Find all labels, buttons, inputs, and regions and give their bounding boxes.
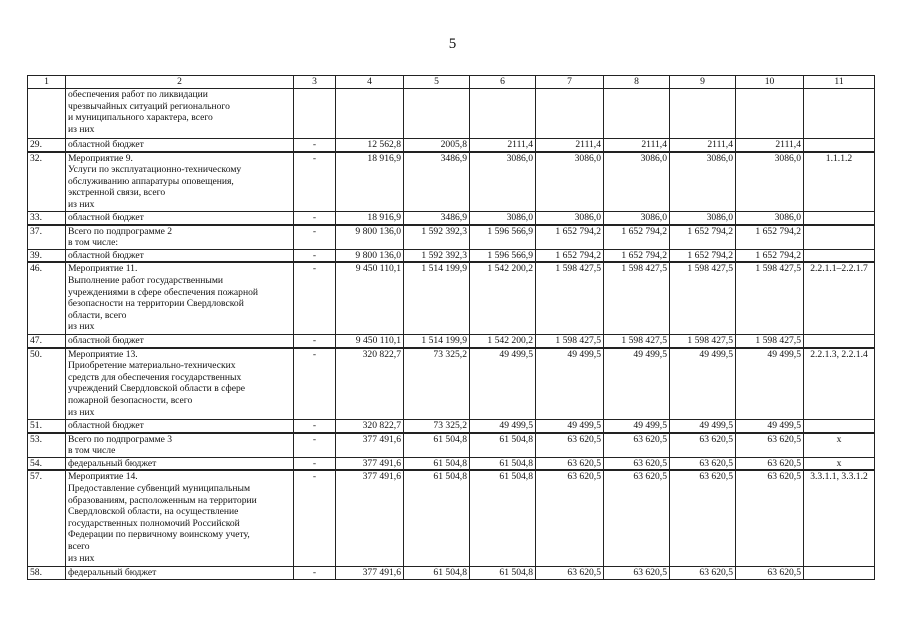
description-line: средств для обеспечения государственных <box>68 371 242 383</box>
column-3-cell: - <box>294 348 336 420</box>
value-cell: 377 491,6 <box>336 457 404 470</box>
row-number-cell: 33. <box>28 212 66 225</box>
row-number-cell: 51. <box>28 420 66 433</box>
value-cell: 49 499,5 <box>604 348 670 420</box>
header-cell: 7 <box>536 76 604 89</box>
column-3-cell: - <box>294 457 336 470</box>
description-line: и муниципального характера, всего <box>68 112 213 124</box>
target-indicator-cell: 1.1.1.2 <box>804 152 875 212</box>
value-cell: 2005,8 <box>404 139 470 152</box>
value-cell: 1 598 427,5 <box>670 334 736 347</box>
value-cell: 61 504,8 <box>404 457 470 470</box>
value-cell: 1 652 794,2 <box>604 225 670 250</box>
table-row <box>28 566 875 579</box>
value-cell: 9 800 136,0 <box>336 249 404 262</box>
value-cell: 1 514 199,9 <box>404 334 470 347</box>
page-number: 5 <box>448 36 457 52</box>
value-cell: 1 598 427,5 <box>536 334 604 347</box>
value-cell: 61 504,8 <box>404 433 470 458</box>
description-line: из них <box>68 406 95 418</box>
description-cell <box>66 433 294 458</box>
description-line: в том числе <box>68 445 116 457</box>
value-cell: 2111,4 <box>604 139 670 152</box>
description-line: Приобретение материально-технических <box>68 360 236 372</box>
value-cell: 63 620,5 <box>670 470 736 566</box>
description-line: федеральный бюджет <box>68 457 157 469</box>
header-cell: 2 <box>66 76 294 89</box>
description-line: учреждений Свердловской области в сфере <box>68 383 246 395</box>
table-row <box>28 89 875 139</box>
column-3-cell: - <box>294 433 336 458</box>
value-cell: 1 592 392,3 <box>404 249 470 262</box>
table-row <box>28 139 875 152</box>
target-indicator-cell: 3.3.1.1, 3.3.1.2 <box>804 470 875 566</box>
description-line: учреждениями в сфере обеспечения пожарной <box>68 286 259 298</box>
description-line: в том числе: <box>68 237 119 249</box>
target-indicator-cell <box>804 212 875 225</box>
value-cell: 3086,0 <box>536 212 604 225</box>
value-cell: 18 916,9 <box>336 212 404 225</box>
value-cell: 12 562,8 <box>336 139 404 152</box>
header-cell: 8 <box>604 76 670 89</box>
header-cell: 11 <box>804 76 875 89</box>
column-3-cell: - <box>294 212 336 225</box>
target-indicator-cell <box>804 139 875 152</box>
value-cell: 63 620,5 <box>736 433 804 458</box>
target-indicator-cell <box>804 249 875 262</box>
value-cell: 3086,0 <box>470 152 536 212</box>
description-line: областной бюджет <box>68 420 144 432</box>
value-cell: 63 620,5 <box>604 457 670 470</box>
table-row <box>28 348 875 420</box>
row-number-cell: 58. <box>28 566 66 579</box>
value-cell: 320 822,7 <box>336 420 404 433</box>
table-row <box>28 457 875 470</box>
row-number-cell: 47. <box>28 334 66 347</box>
description-line: чрезвычайных ситуаций регионального <box>68 100 230 112</box>
value-cell: 49 499,5 <box>536 348 604 420</box>
description-line: федеральный бюджет <box>68 566 157 578</box>
description-line: Мероприятие 9. <box>68 152 133 164</box>
value-cell: 3086,0 <box>670 212 736 225</box>
description-line: Свердловской области, на осуществление <box>68 506 239 518</box>
row-number-cell: 32. <box>28 152 66 212</box>
description-line: пожарной безопасности, всего <box>68 394 193 406</box>
value-cell: 1 542 200,2 <box>470 334 536 347</box>
value-cell: 2111,4 <box>736 139 804 152</box>
value-cell: 377 491,6 <box>336 433 404 458</box>
table-row <box>28 334 875 347</box>
value-cell: 63 620,5 <box>536 457 604 470</box>
value-cell: 1 598 427,5 <box>604 262 670 334</box>
value-cell: 3486,9 <box>404 152 470 212</box>
description-cell <box>66 152 294 212</box>
column-3-cell: - <box>294 139 336 152</box>
value-cell: 61 504,8 <box>404 566 470 579</box>
value-cell: 63 620,5 <box>604 470 670 566</box>
description-line: из них <box>68 198 95 210</box>
row-number-cell: 46. <box>28 262 66 334</box>
table-row <box>28 249 875 262</box>
description-cell <box>66 139 294 152</box>
value-cell: 73 325,2 <box>404 420 470 433</box>
description-cell <box>66 225 294 250</box>
row-number-cell: 29. <box>28 139 66 152</box>
column-3-cell: - <box>294 225 336 250</box>
header-cell: 6 <box>470 76 536 89</box>
row-number-cell: 39. <box>28 249 66 262</box>
value-cell: 1 652 794,2 <box>670 225 736 250</box>
value-cell: 3086,0 <box>604 152 670 212</box>
value-cell: 61 504,8 <box>470 470 536 566</box>
description-line: из них <box>68 123 95 135</box>
description-cell <box>66 212 294 225</box>
description-line: Выполнение работ государственными <box>68 275 224 287</box>
description-line: области, всего <box>68 309 127 321</box>
value-cell: 3086,0 <box>670 152 736 212</box>
column-3-cell: - <box>294 262 336 334</box>
description-line: областной бюджет <box>68 212 144 224</box>
target-indicator-cell: x <box>804 457 875 470</box>
column-3-cell <box>294 89 336 139</box>
description-cell <box>66 348 294 420</box>
value-cell: 18 916,9 <box>336 152 404 212</box>
target-indicator-cell: 2.2.1.1–2.2.1.7 <box>804 262 875 334</box>
value-cell: 49 499,5 <box>536 420 604 433</box>
value-cell: 49 499,5 <box>736 420 804 433</box>
column-3-cell: - <box>294 152 336 212</box>
description-cell <box>66 470 294 566</box>
row-number-cell: 37. <box>28 225 66 250</box>
value-cell: 63 620,5 <box>670 457 736 470</box>
value-cell <box>670 89 736 139</box>
target-indicator-cell <box>804 566 875 579</box>
value-cell: 63 620,5 <box>670 433 736 458</box>
value-cell: 1 596 566,9 <box>470 225 536 250</box>
target-indicator-cell <box>804 89 875 139</box>
value-cell: 63 620,5 <box>536 566 604 579</box>
value-cell: 1 596 566,9 <box>470 249 536 262</box>
value-cell <box>336 89 404 139</box>
description-line: государственных полномочий Российской <box>68 517 240 529</box>
budget-table <box>27 75 875 580</box>
description-line: всего <box>68 541 90 552</box>
table-body <box>28 76 875 580</box>
value-cell: 61 504,8 <box>470 433 536 458</box>
value-cell: 73 325,2 <box>404 348 470 420</box>
value-cell: 63 620,5 <box>736 566 804 579</box>
value-cell: 61 504,8 <box>470 566 536 579</box>
column-3-cell: - <box>294 420 336 433</box>
header-cell: 10 <box>736 76 804 89</box>
value-cell: 63 620,5 <box>604 433 670 458</box>
value-cell: 1 514 199,9 <box>404 262 470 334</box>
description-line: Услуги по эксплуатационно-техническому <box>68 164 242 176</box>
description-cell <box>66 420 294 433</box>
value-cell: 1 652 794,2 <box>536 249 604 262</box>
value-cell: 49 499,5 <box>670 420 736 433</box>
header-cell: 9 <box>670 76 736 89</box>
column-3-cell: - <box>294 470 336 566</box>
value-cell: 1 598 427,5 <box>670 262 736 334</box>
description-line: Федерации по первичному воинскому учету, <box>68 529 250 541</box>
value-cell: 1 598 427,5 <box>604 334 670 347</box>
description-line: Всего по подпрограмме 2 <box>68 225 173 237</box>
value-cell: 9 800 136,0 <box>336 225 404 250</box>
value-cell: 2111,4 <box>536 139 604 152</box>
value-cell: 63 620,5 <box>536 470 604 566</box>
description-cell <box>66 89 294 139</box>
value-cell: 1 592 392,3 <box>404 225 470 250</box>
header-cell: 1 <box>28 76 66 89</box>
table-row <box>28 262 875 334</box>
description-line: областной бюджет <box>68 334 144 346</box>
description-line: Всего по подпрограмме 3 <box>68 433 173 445</box>
value-cell: 63 620,5 <box>736 457 804 470</box>
value-cell: 1 652 794,2 <box>604 249 670 262</box>
value-cell: 49 499,5 <box>670 348 736 420</box>
description-line: обеспечения работ по ликвидации <box>68 89 208 100</box>
value-cell: 49 499,5 <box>470 348 536 420</box>
value-cell <box>536 89 604 139</box>
description-line: Мероприятие 11. <box>68 263 138 275</box>
target-indicator-cell <box>804 420 875 433</box>
value-cell: 2111,4 <box>470 139 536 152</box>
column-3-cell: - <box>294 249 336 262</box>
description-cell <box>66 334 294 347</box>
value-cell: 1 652 794,2 <box>536 225 604 250</box>
value-cell: 320 822,7 <box>336 348 404 420</box>
value-cell: 377 491,6 <box>336 470 404 566</box>
row-number-cell: 53. <box>28 433 66 458</box>
header-cell: 4 <box>336 76 404 89</box>
table-header-row <box>28 76 875 89</box>
value-cell: 61 504,8 <box>470 457 536 470</box>
value-cell <box>604 89 670 139</box>
value-cell: 3086,0 <box>736 212 804 225</box>
description-cell <box>66 262 294 334</box>
description-line: образованиям, расположенным на территории <box>68 494 257 506</box>
table-row <box>28 225 875 250</box>
value-cell: 1 598 427,5 <box>736 334 804 347</box>
value-cell: 1 652 794,2 <box>736 249 804 262</box>
description-line: безопасности на территории Свердловской <box>68 298 244 310</box>
value-cell: 377 491,6 <box>336 566 404 579</box>
target-indicator-cell <box>804 225 875 250</box>
value-cell: 49 499,5 <box>470 420 536 433</box>
description-line: Предоставление субвенций муниципальным <box>68 483 251 495</box>
value-cell: 1 652 794,2 <box>670 249 736 262</box>
description-line: областной бюджет <box>68 139 144 150</box>
value-cell: 49 499,5 <box>604 420 670 433</box>
table-row <box>28 212 875 225</box>
row-number-cell <box>28 89 66 139</box>
header-cell: 3 <box>294 76 336 89</box>
value-cell: 1 652 794,2 <box>736 225 804 250</box>
column-3-cell: - <box>294 334 336 347</box>
value-cell: 3486,9 <box>404 212 470 225</box>
description-cell <box>66 566 294 579</box>
description-line: обслуживанию аппаратуры оповещения, <box>68 175 234 187</box>
value-cell: 3086,0 <box>736 152 804 212</box>
target-indicator-cell <box>804 334 875 347</box>
value-cell: 1 598 427,5 <box>536 262 604 334</box>
description-line: из них <box>68 321 95 333</box>
target-indicator-cell: 2.2.1.3, 2.2.1.4 <box>804 348 875 420</box>
value-cell: 63 620,5 <box>736 470 804 566</box>
value-cell: 1 598 427,5 <box>736 262 804 334</box>
value-cell: 3086,0 <box>470 212 536 225</box>
row-number-cell: 50. <box>28 348 66 420</box>
table-row <box>28 470 875 566</box>
value-cell <box>736 89 804 139</box>
value-cell <box>404 89 470 139</box>
value-cell: 61 504,8 <box>404 470 470 566</box>
description-line: из них <box>68 552 95 564</box>
description-line: Мероприятие 13. <box>68 348 138 360</box>
value-cell: 1 542 200,2 <box>470 262 536 334</box>
description-line: областной бюджет <box>68 249 144 261</box>
value-cell: 63 620,5 <box>604 566 670 579</box>
description-line: Мероприятие 14. <box>68 471 138 483</box>
value-cell: 2111,4 <box>670 139 736 152</box>
value-cell: 63 620,5 <box>670 566 736 579</box>
table-row <box>28 420 875 433</box>
value-cell <box>470 89 536 139</box>
value-cell: 9 450 110,1 <box>336 334 404 347</box>
value-cell: 3086,0 <box>536 152 604 212</box>
column-3-cell: - <box>294 566 336 579</box>
target-indicator-cell: x <box>804 433 875 458</box>
value-cell: 3086,0 <box>604 212 670 225</box>
table-row <box>28 433 875 458</box>
description-line: экстренной связи, всего <box>68 187 166 199</box>
value-cell: 49 499,5 <box>736 348 804 420</box>
table-row <box>28 152 875 212</box>
header-cell: 5 <box>404 76 470 89</box>
value-cell: 63 620,5 <box>536 433 604 458</box>
description-cell <box>66 249 294 262</box>
row-number-cell: 57. <box>28 470 66 566</box>
row-number-cell: 54. <box>28 457 66 470</box>
description-cell <box>66 457 294 470</box>
value-cell: 9 450 110,1 <box>336 262 404 334</box>
